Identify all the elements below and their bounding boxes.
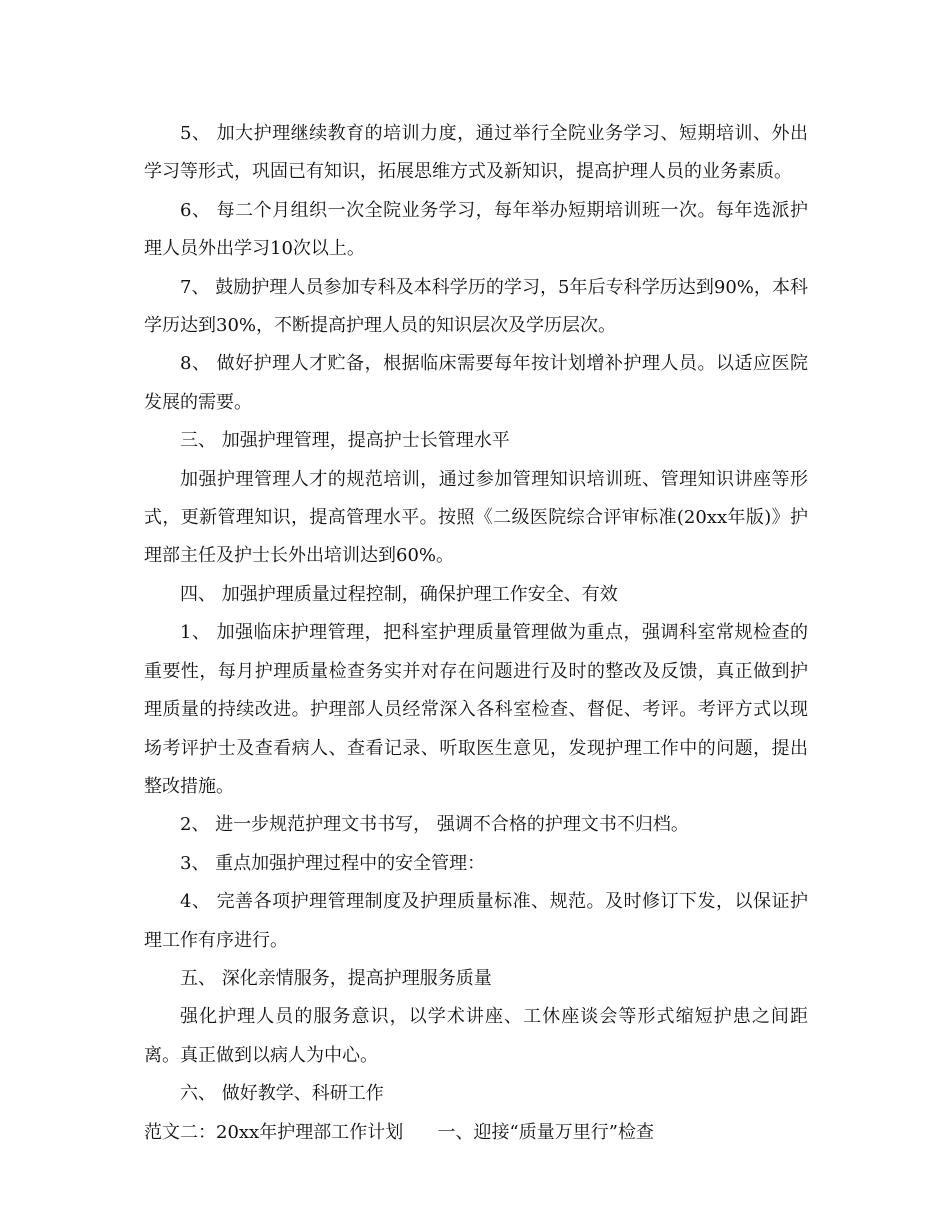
paragraph-management-training: 加强护理管理人才的规范培训，通过参加管理知识培训班、管理知识讲座等形式，更新管理知识，提高管理水平。按照《二级医院综合评审标准(20xx年版)》护理部主任及护士长外出培训达到60%。	[144, 468, 808, 567]
paragraph-item-7: 7、 鼓励护理人员参加专科及本科学历的学习，5年后专科学历达到90%，本科学历达到30%，不断提高护理人员的知识层次及学历层次。	[144, 276, 808, 337]
section-heading-4: 四、 加强护理质量过程控制，确保护理工作安全、有效	[180, 583, 618, 605]
paragraph-item-6: 6、 每二个月组织一次全院业务学习，每年举办短期培训班一次。每年选派护理人员外出学习10次以上。	[144, 199, 808, 260]
paragraph-quality-2: 2、 进一步规范护理文书书写， 强调不合格的护理文书不归档。	[180, 814, 689, 836]
paragraph-quality-4: 4、 完善各项护理管理制度及护理质量标准、规范。及时修订下发，以保证护理工作有序进行。	[144, 891, 808, 951]
paragraph-item-8: 8、 做好护理人才贮备，根据临床需要每年按计划增补护理人员。以适应医院发展的需要。	[144, 353, 808, 413]
sample-two-heading: 范文二：20xx年护理部工作计划 一、迎接“质量万里行”检查	[144, 1121, 654, 1143]
section-heading-5: 五、 深化亲情服务，提高护理服务质量	[180, 967, 492, 989]
paragraph-service-awareness: 强化护理人员的服务意识，以学术讲座、工休座谈会等形式缩短护患之间距离。真正做到以病人为中心。	[144, 1006, 808, 1066]
section-heading-6: 六、 做好教学、科研工作	[180, 1083, 384, 1105]
document-body	[144, 115, 808, 1152]
section-heading-3: 三、 加强护理管理，提高护士长管理水平	[180, 430, 510, 452]
paragraph-item-5: 5、 加大护理继续教育的培训力度，通过举行全院业务学习、短期培训、外出学习等形式，巩固已有知识，拓展思维方式及新知识，提高护理人员的业务素质。	[144, 123, 808, 183]
paragraph-quality-1: 1、 加强临床护理管理，把科室护理质量管理做为重点，强调科室常规检查的重要性，每月护理质量检查务实并对存在问题进行及时的整改及反馈，真正做到护理质量的持续改进。护理部人员经常深入各科室检查、督促、考评。考评方式以现场考评护士及查看病人、查看记录、听取医生意见，发现护理工作中的问题，提出整改措施。	[144, 622, 808, 797]
paragraph-quality-3: 3、 重点加强护理过程中的安全管理：	[180, 852, 486, 874]
